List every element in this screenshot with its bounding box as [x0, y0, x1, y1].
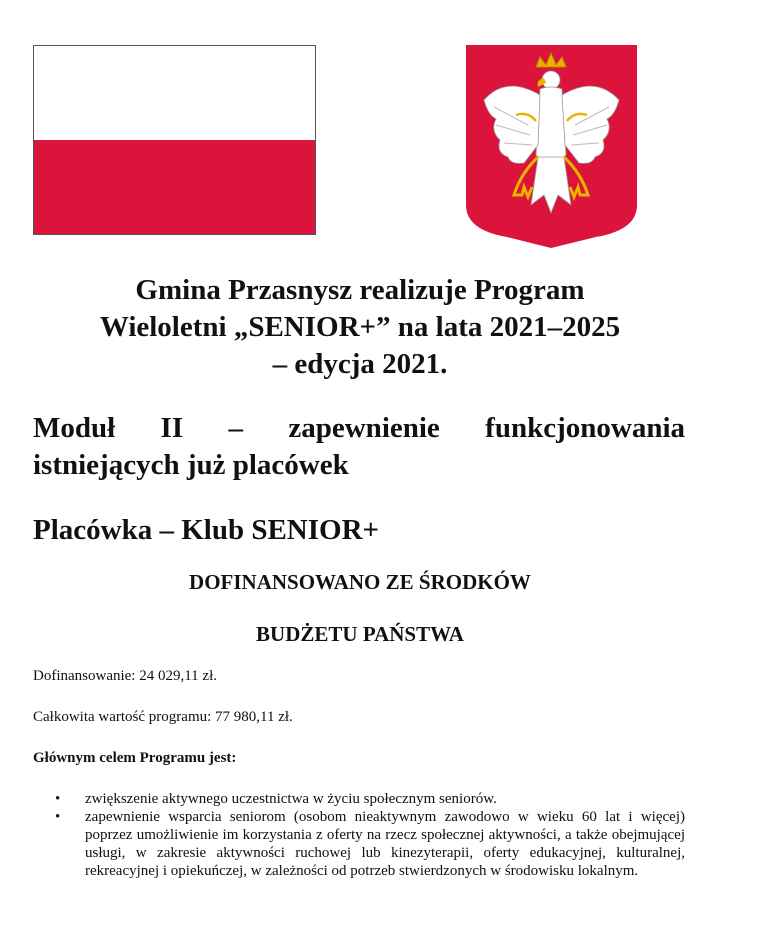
funding-line-2: BUDŻETU PAŃSTWA — [256, 622, 464, 646]
goal-text: zwiększenie aktywnego uczestnictwa w życiu społecznym seniorów. — [85, 791, 497, 807]
page-title — [30, 272, 690, 383]
polish-eagle-emblem-icon — [466, 45, 637, 248]
list-item — [33, 808, 685, 880]
title-line-2: Wieloletni „SENIOR+” na lata 2021–2025 — [99, 311, 621, 343]
facility-heading: Placówka – Klub SENIOR+ — [33, 514, 380, 546]
title-line-3: – edycja 2021. — [272, 348, 448, 380]
total-program-value: Całkowita wartość programu: 77 980,11 zł. — [33, 709, 293, 725]
polish-flag — [33, 45, 316, 235]
program-goal-heading: Głównym celem Programu jest: — [33, 750, 237, 766]
funding-line-1: DOFINANSOWANO ZE ŚRODKÓW — [189, 570, 531, 594]
goals-list — [33, 790, 685, 880]
bullet-icon: • — [55, 809, 61, 825]
flag-red-stripe — [34, 140, 315, 234]
module-heading: Moduł II – zapewnienie funkcjonowania istniejących już placówek — [33, 412, 685, 481]
list-item — [33, 790, 685, 808]
bullet-icon: • — [55, 791, 61, 807]
flag-white-stripe — [34, 46, 315, 140]
co-financing-amount: Dofinansowanie: 24 029,11 zł. — [33, 668, 217, 684]
goal-text: zapewnienie wsparcia seniorom (osobom nieaktywnym zawodowo w wieku 60 lat i więcej) poprzez umożliwienie im korzystania z oferty na rzecz społecznej aktywności, a także obejmującej usługi, w zakresie aktywności ruchowej lub kinezyterapii, oferty edukacyjnej, kulturalnej, rekreacyjnej i opiekuńczej, w zależności od potrzeb stwierdzonych w środowisku lokalnym. — [85, 809, 685, 879]
title-line-1: Gmina Przasnysz realizuje Program — [135, 274, 585, 306]
